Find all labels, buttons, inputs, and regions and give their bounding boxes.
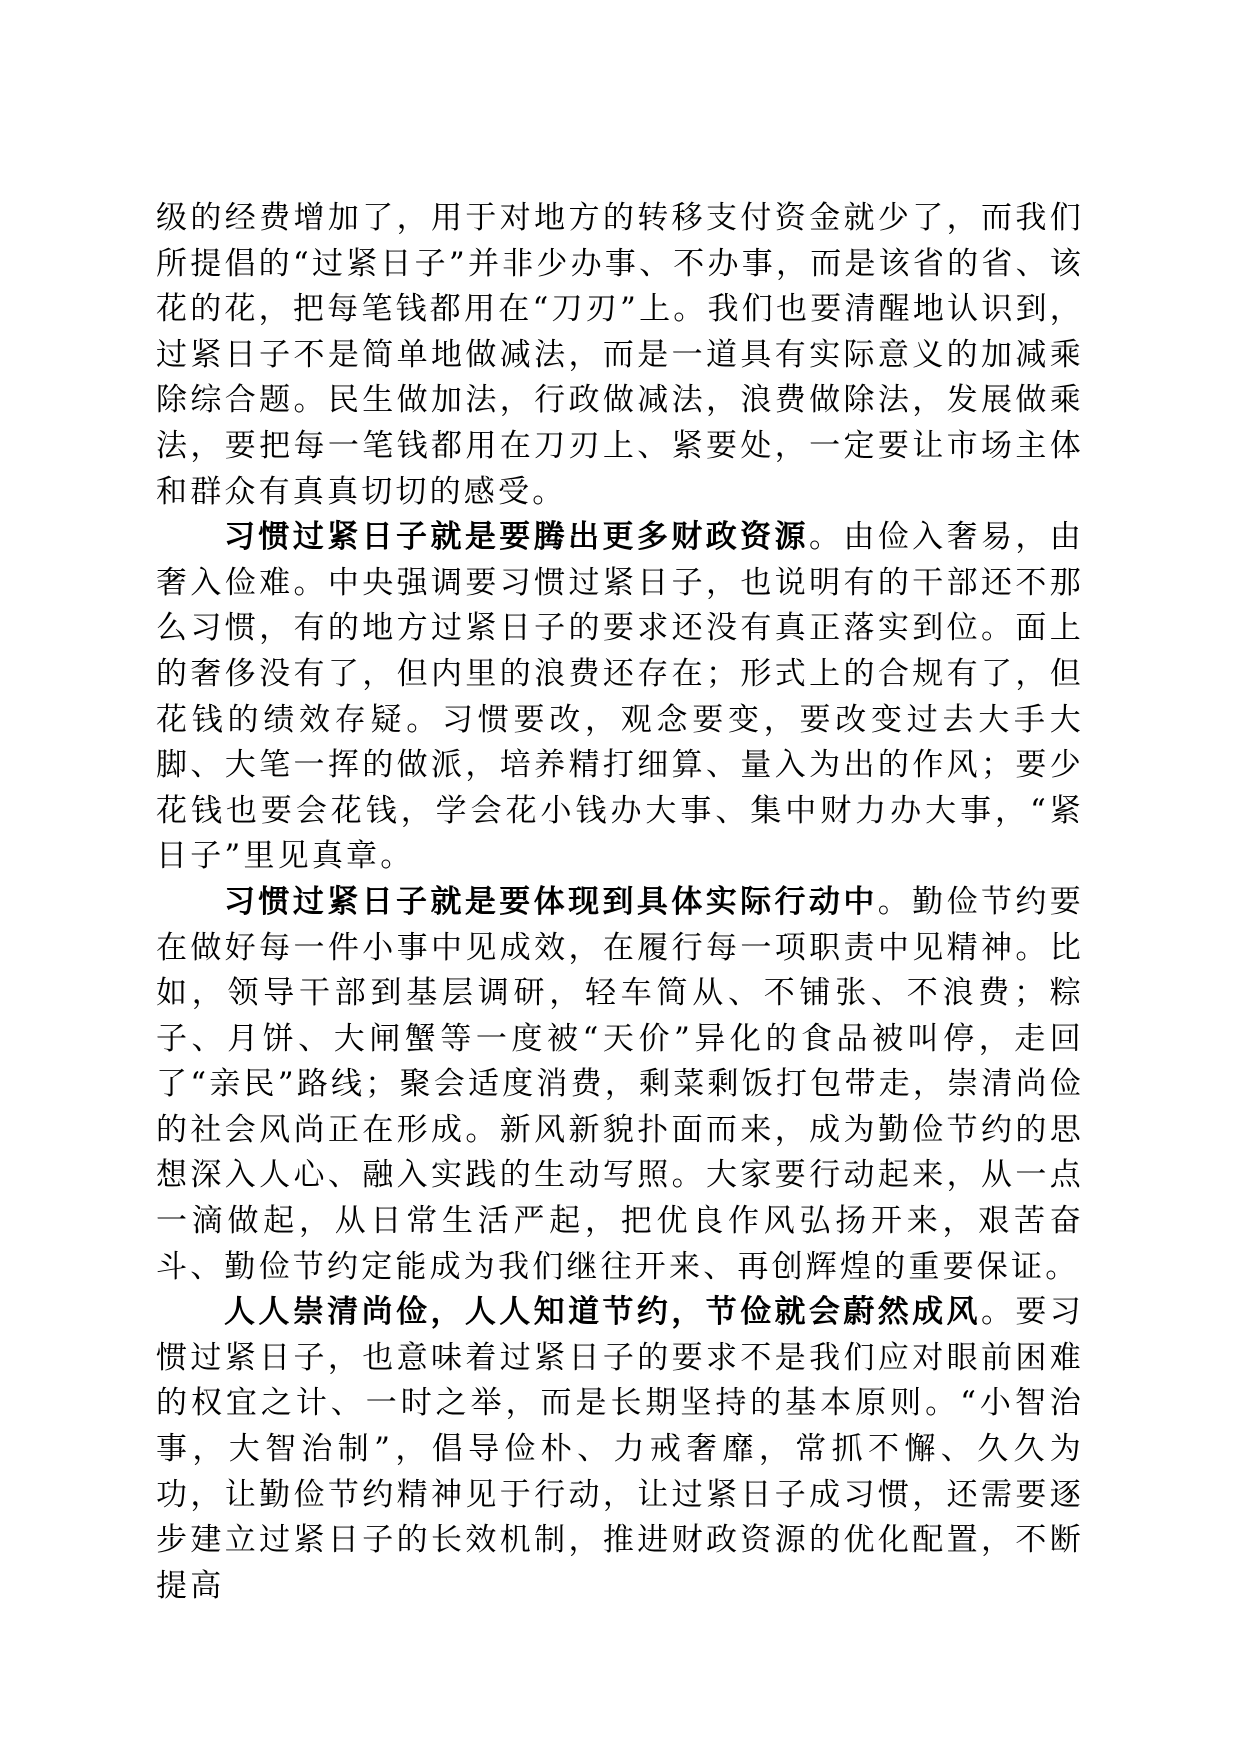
paragraph-concrete-actions xyxy=(156,880,1084,1290)
paragraph-lead-heading: 习惯过紧日子就是要体现到具体实际行动中 xyxy=(224,883,878,920)
paragraph-text: 级的经费增加了，用于对地方的转移支付资金就少了，而我们所提倡的“过紧日子”并非少办事、不办事，而是该省的省、该花的花，把每笔钱都用在“刀刃”上。我们也要清醒地认识到，过紧日子不是简单地做减法，而是一道具有实际意义的加减乘除综合题。民生做加法，行政做减法，浪费做除法，发展做乘法，要把每一笔钱都用在刀刃上、紧要处，一定要让市场主体和群众有真真切切的感受。 xyxy=(156,200,1084,510)
paragraph-text: 。勤俭节约要在做好每一件小事中见成效，在履行每一项职责中见精神。比如，领导干部到基层调研，轻车简从、不铺张、不浪费；粽子、月饼、大闸蟹等一度被“天价”异化的食品被叫停，走回了“亲民”路线；聚会适度消费，剩菜剩饭打包带走，崇清尚俭的社会风尚正在形成。新风新貌扑面而来，成为勤俭节约的思想深入人心、融入实践的生动写照。大家要行动起来，从一点一滴做起，从日常生活严起，把优良作风弘扬开来，艰苦奋斗、勤俭节约定能成为我们继往开来、再创辉煌的重要保证。 xyxy=(156,883,1084,1285)
paragraph-frugality-culture xyxy=(156,1290,1084,1609)
paragraph-lead-heading: 人人崇清尚俭，人人知道节约，节俭就会蔚然成风 xyxy=(224,1294,981,1331)
paragraph-text: 。由俭入奢易，由奢入俭难。中央强调要习惯过紧日子，也说明有的干部还不那么习惯，有的地方过紧日子的要求还没有真正落实到位。面上的奢侈没有了，但内里的浪费还存在；形式上的合规有了，但花钱的绩效存疑。习惯要改，观念要变，要改变过去大手大脚、大笔一挥的做派，培养精打细算、量入为出的作风；要少花钱也要会花钱，学会花小钱办大事、集中财力办大事，“紧日子”里见真章。 xyxy=(156,519,1084,875)
paragraph-financial-resources xyxy=(156,515,1084,880)
document-page xyxy=(156,196,1084,1609)
paragraph-continuation xyxy=(156,196,1084,515)
paragraph-text: 。要习惯过紧日子，也意味着过紧日子的要求不是我们应对眼前困难的权宜之计、一时之举，而是长期坚持的基本原则。“小智治事，大智治制”，倡导俭朴、力戒奢靡，常抓不懈、久久为功，让勤俭节约精神见于行动，让过紧日子成习惯，还需要逐步建立过紧日子的长效机制，推进财政资源的优化配置，不断提高 xyxy=(156,1294,1084,1604)
paragraph-lead-heading: 习惯过紧日子就是要腾出更多财政资源 xyxy=(224,519,809,556)
